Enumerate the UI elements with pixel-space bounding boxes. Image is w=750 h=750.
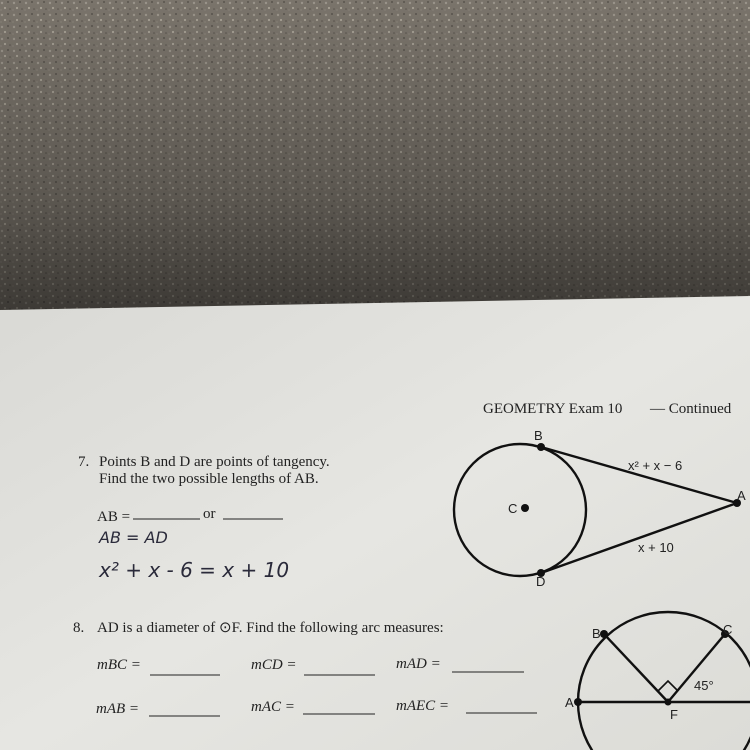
problem7-number: 7. [78, 454, 90, 470]
label-a: A [737, 488, 746, 503]
point-f [665, 699, 672, 706]
label-d: D [536, 574, 546, 589]
exam-continued: — Continued [650, 401, 732, 417]
exam-title: GEOMETRY Exam 10 [483, 401, 623, 417]
problem7-answer-label: AB = [97, 509, 131, 525]
arc-ad-label: mAD = [396, 656, 441, 672]
label-a-8: A [565, 695, 574, 710]
problem7-or-label: or [203, 506, 216, 522]
arc-ab-label: mAB = [96, 701, 140, 717]
shadow-overlay [0, 0, 750, 330]
lower-tangent-label: x + 10 [638, 540, 674, 555]
upper-tangent-label: x² + x − 6 [628, 458, 683, 473]
point-a-8 [574, 698, 582, 706]
arc-cd-label: mCD = [251, 657, 297, 673]
center-c [521, 504, 529, 512]
problem7-line2: Find the two possible lengths of AB. [99, 471, 319, 487]
arc-aec-label: mAEC = [396, 698, 450, 714]
label-b: B [534, 428, 543, 443]
problem7-line1: Points B and D are points of tangency. [99, 454, 330, 470]
label-c-8: C [723, 622, 733, 637]
point-b-8 [600, 630, 608, 638]
arc-ac-label: mAC = [251, 699, 295, 715]
point-b [537, 443, 545, 451]
arc-bc-label: mBC = [97, 657, 141, 673]
problem8-text: AD is a diameter of ⊙F. Find the following arc measures: [97, 620, 444, 636]
label-b-8: B [592, 626, 601, 641]
handwritten-equation-1: AB = AD [99, 528, 168, 547]
problem8-number: 8. [73, 620, 85, 636]
label-c: C [508, 501, 518, 516]
angle-label: 45° [694, 678, 714, 693]
handwritten-equation-2: x² + x - 6 = x + 10 [99, 558, 290, 582]
label-f: F [670, 707, 678, 722]
